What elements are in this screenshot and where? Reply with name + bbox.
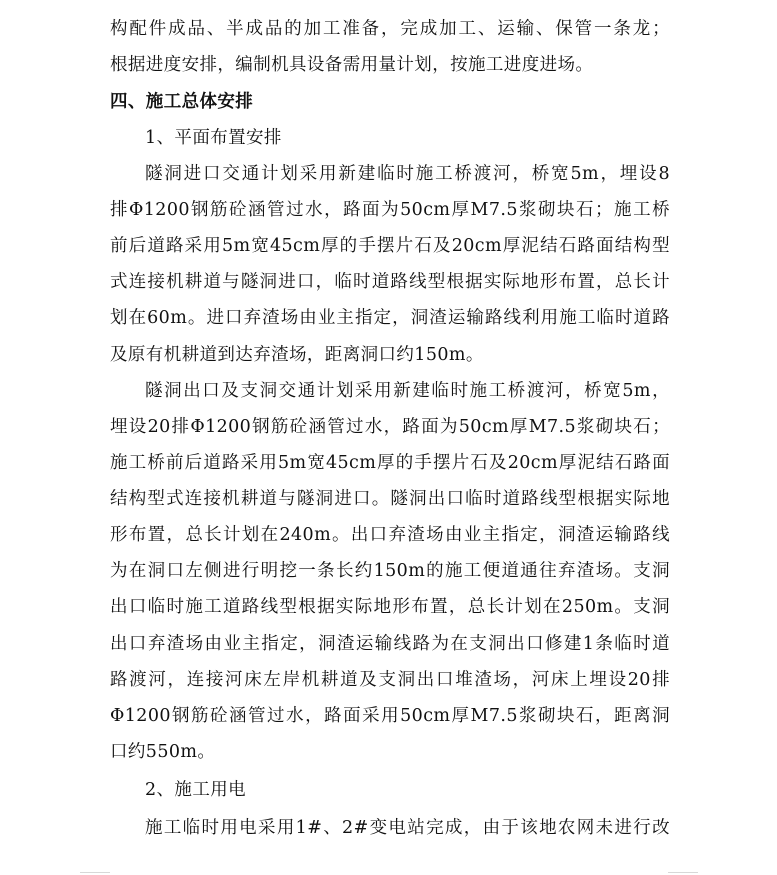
paragraph-line: 为在洞口左侧进行明挖一条长约150m的施工便道通往弃渣场。支洞	[110, 561, 670, 581]
paragraph-line: 前后道路采用5m宽45cm厚的手摆片石及20cm厚泥结石路面结构型	[110, 236, 670, 256]
paragraph-line: 式连接机耕道与隧洞进口，临时道路线型根据实际地形布置，总长计	[110, 272, 670, 292]
paragraph-line: 结构型式连接机耕道与隧洞进口。隧洞出口临时道路线型根据实际地	[110, 489, 670, 509]
section-heading: 四、施工总体安排	[110, 92, 254, 112]
paragraph-line: 划在60m。进口弃渣场由业主指定，洞渣运输路线利用施工临时道路	[110, 308, 670, 328]
paragraph-line: 路渡河，连接河床左岸机耕道及支洞出口堆渣场，河床上埋设20排	[110, 670, 670, 690]
paragraph-line: 埋设20排Φ1200钢筋砼涵管过水，路面为50cm厚M7.5浆砌块石；	[110, 417, 670, 437]
paragraph-line: 口约550m。	[110, 742, 216, 762]
paragraph-line: 隧洞出口及支洞交通计划采用新建临时施工桥渡河，桥宽5m，	[145, 381, 670, 401]
page-edge-mark	[80, 872, 110, 873]
paragraph-line: 构配件成品、半成品的加工准备，完成加工、运输、保管一条龙；	[110, 19, 670, 39]
paragraph-line: 隧洞进口交通计划采用新建临时施工桥渡河，桥宽5m，埋设8	[145, 164, 670, 184]
paragraph-line: 形布置，总长计划在240m。出口弃渣场由业主指定，洞渣运输路线	[110, 525, 670, 545]
paragraph-line: 出口临时施工道路线型根据实际地形布置，总长计划在250m。支洞	[110, 597, 670, 617]
paragraph-line: 排Φ1200钢筋砼涵管过水，路面为50cm厚M7.5浆砌块石；施工桥	[110, 200, 670, 220]
paragraph-line: 施工临时用电采用1#、2#变电站完成，由于该地农网未进行改	[145, 818, 670, 838]
paragraph-line: 出口弃渣场由业主指定，洞渣运输线路为在支洞出口修建1条临时道	[110, 634, 670, 654]
page-edge-mark	[668, 872, 698, 873]
subsection-heading: 1、平面布置安排	[145, 128, 282, 148]
paragraph-line: 及原有机耕道到达弃渣场，距离洞口约150m。	[110, 345, 484, 365]
paragraph-line: 根据进度安排，编制机具设备需用量计划，按施工进度进场。	[110, 55, 594, 75]
subsection-heading: 2、施工用电	[145, 780, 247, 800]
paragraph-line: 施工桥前后道路采用5m宽45cm厚的手摆片石及20cm厚泥结石路面	[110, 453, 670, 473]
paragraph-line: Φ1200钢筋砼涵管过水，路面采用50cm厚M7.5浆砌块石，距离洞	[110, 706, 670, 726]
